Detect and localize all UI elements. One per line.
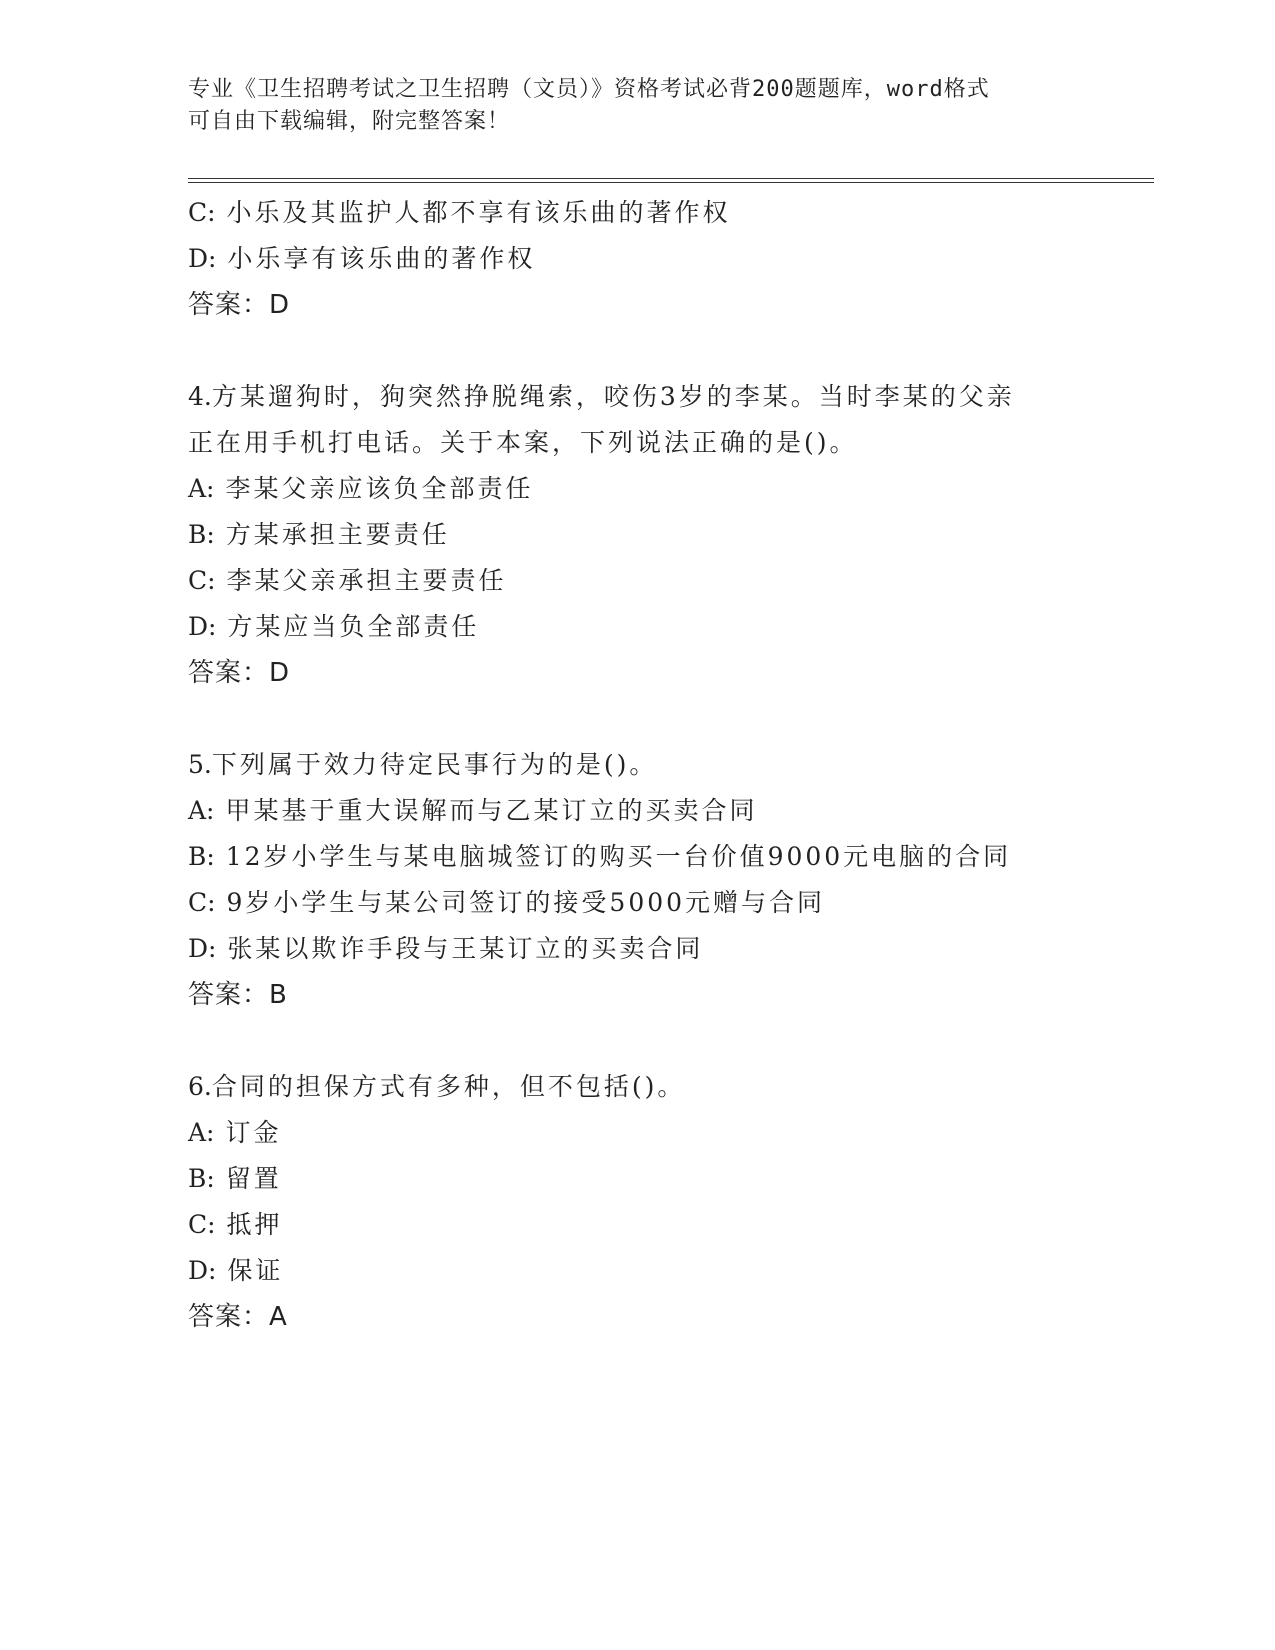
question-stem: 5.下列属于效力待定民事行为的是()。 [188,750,658,779]
question-5 [188,742,1148,1018]
document-header [188,74,1088,138]
answer-line: 答案：A [188,1302,288,1332]
answer-line: 答案：D [188,290,291,320]
question-3-tail [188,190,1148,328]
option-d: D: 方某应当负全部责任 [188,612,480,641]
option-b: B: 12岁小学生与某电脑城签订的购买一台价值9000元电脑的合同 [188,842,1012,871]
option-c: C: 李某父亲承担主要责任 [188,566,507,595]
option-b: B: 方某承担主要责任 [188,520,450,549]
option-d: D: 小乐享有该乐曲的著作权 [188,244,536,273]
option-c: C: 抵押 [188,1210,283,1239]
header-line-1: 专业《卫生招聘考试之卫生招聘（文员）》资格考试必背200题题库，word格式 [188,77,990,102]
option-a: A: 甲某基于重大误解而与乙某订立的买卖合同 [188,796,758,825]
question-stem: 6.合同的担保方式有多种，但不包括()。 [188,1072,686,1101]
option-a: A: 订金 [188,1118,282,1147]
header-divider [188,178,1154,183]
question-stem-continued: 正在用手机打电话。关于本案，下列说法正确的是()。 [188,428,858,457]
question-4 [188,374,1148,696]
answer-line: 答案：D [188,658,291,688]
option-c: C: 9岁小学生与某公司签订的接受5000元赠与合同 [188,888,826,917]
option-c: C: 小乐及其监护人都不享有该乐曲的著作权 [188,198,731,227]
question-6 [188,1064,1148,1340]
option-b: B: 留置 [188,1164,282,1193]
header-line-2: 可自由下载编辑，附完整答案！ [188,109,511,134]
answer-line: 答案：B [188,980,288,1010]
option-d: D: 保证 [188,1256,284,1285]
option-a: A: 李某父亲应该负全部责任 [188,474,534,503]
option-d: D: 张某以欺诈手段与王某订立的买卖合同 [188,934,704,963]
question-stem: 4.方某遛狗时，狗突然挣脱绳索，咬伤3岁的李某。当时李某的父亲 [188,382,1015,411]
document-body [188,190,1148,1340]
